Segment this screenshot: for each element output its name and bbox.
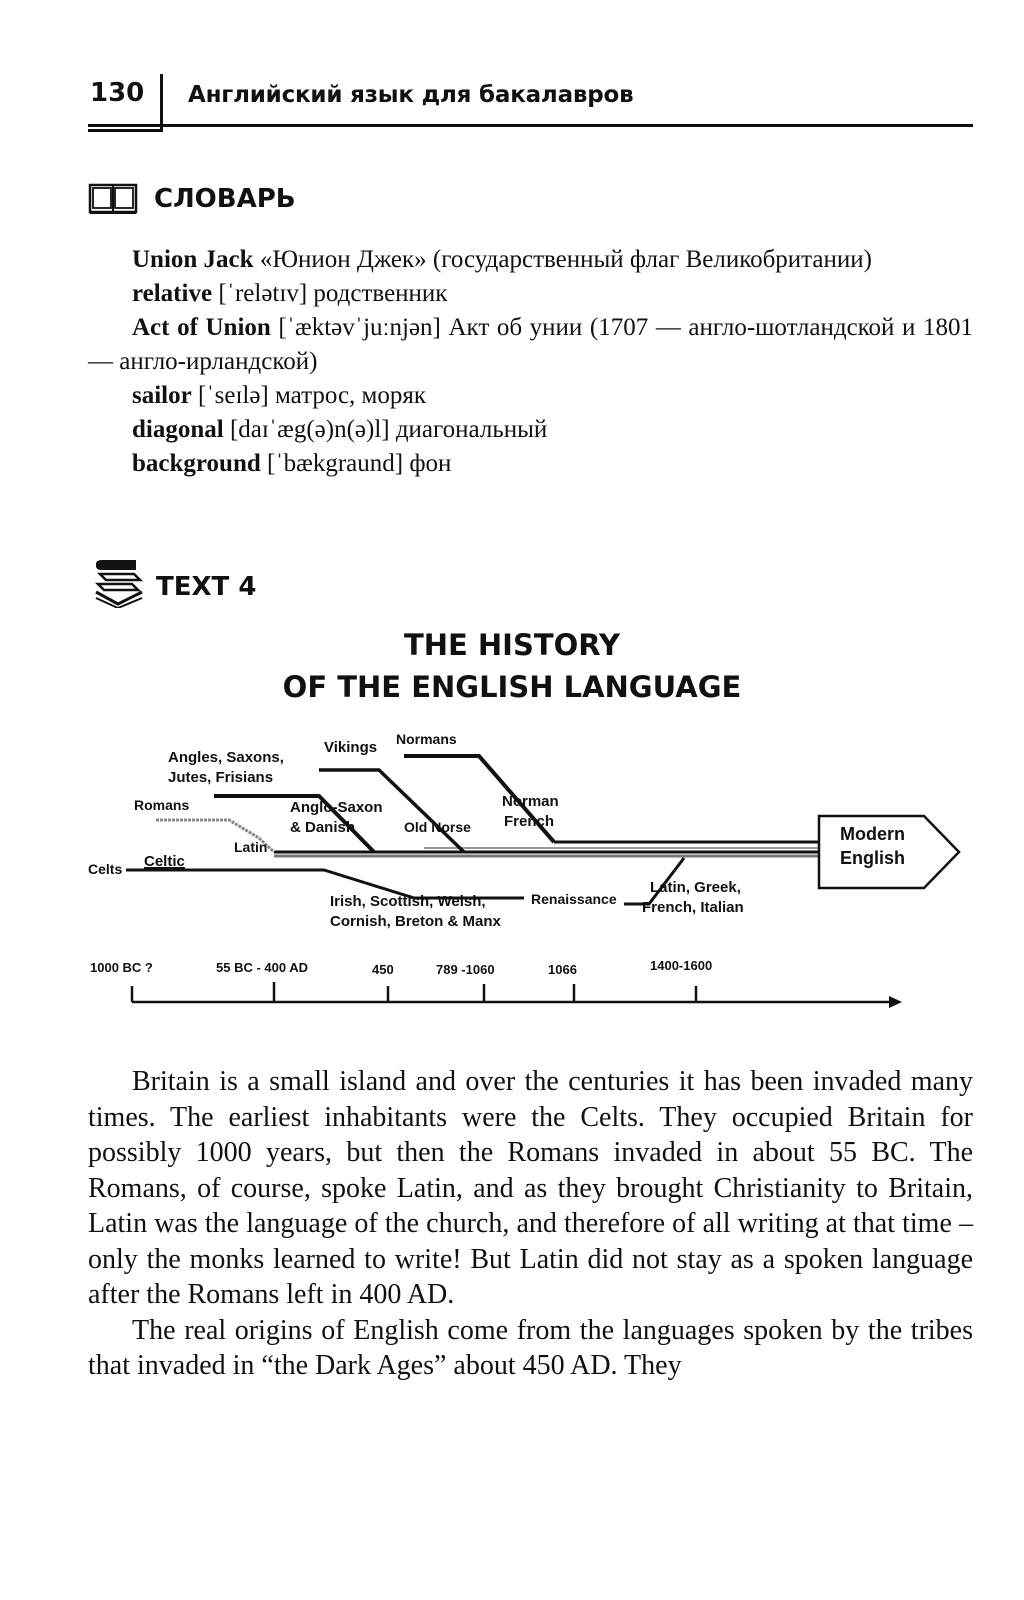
- paragraph: The real origins of English come from the languages spoken by the tribes that invaded in “the Dark Ages” about 450 AD. They: [88, 1314, 973, 1381]
- timeline-label: 55 BC - 400 AD: [216, 960, 308, 975]
- header-rule-accent: [88, 129, 161, 132]
- label-vikings: Vikings: [324, 739, 378, 756]
- timeline-label: 1000 BC ?: [90, 960, 153, 975]
- label-renaissance: Renaissance: [531, 891, 617, 907]
- label-french: French: [504, 813, 555, 830]
- timeline-label: 1400-1600: [650, 958, 713, 973]
- label-anglo-saxon: Anglo-Saxon: [290, 799, 383, 816]
- main-language-stream: [274, 842, 819, 856]
- running-title: Английский язык для бакалавров: [188, 82, 634, 108]
- vocabulary-heading-label: СЛОВАРЬ: [154, 184, 296, 214]
- text-heading: [92, 558, 392, 608]
- label-latin: Latin: [234, 839, 268, 855]
- vocab-entry: Union Jack «Юнион Джек» (государственный флаг Великобритании): [132, 246, 872, 273]
- label-angles: Angles, Saxons,: [168, 749, 284, 766]
- label-norman: Norman: [502, 793, 559, 810]
- article-title-line-2: OF THE ENGLISH LANGUAGE: [282, 670, 742, 704]
- timeline-label: 789 -1060: [436, 962, 495, 977]
- page-number: 130: [90, 78, 145, 108]
- label-old-norse: Old Norse: [404, 819, 471, 835]
- vocab-entry: relative [ˈrelətɪv] родственник: [132, 280, 448, 307]
- vocab-entry: background [ˈbækgraund] фон: [132, 450, 452, 477]
- vocab-entry: Act of Union [ˈæktəvˈjuːnjən] Акт об унии (1707 — англо-шотландской и 1801 — англо-ирландской): [88, 314, 973, 375]
- vocabulary-list: [88, 243, 973, 481]
- label-irish: Irish, Scottish, Welsh,: [330, 893, 486, 910]
- text-heading-label: TEXT 4: [156, 572, 257, 602]
- label-celts: Celts: [88, 861, 123, 877]
- label-modern: Modern: [840, 824, 905, 844]
- book-icon: [88, 182, 138, 216]
- article-body: [88, 1064, 973, 1384]
- vocab-entry: sailor [ˈseɪlə] матрос, моряк: [132, 382, 427, 409]
- label-cornish: Cornish, Breton & Manx: [330, 913, 501, 930]
- vocabulary-heading: [88, 182, 388, 222]
- label-latin-greek: Latin, Greek,: [650, 879, 741, 896]
- timeline-label: 450: [372, 962, 394, 977]
- books-stack-icon: [92, 558, 144, 608]
- label-english: English: [840, 848, 906, 868]
- label-french-italian: French, Italian: [642, 899, 744, 916]
- article-title-line-1: THE HISTORY: [403, 628, 621, 662]
- article-title: [0, 624, 1024, 708]
- language-history-diagram: [84, 728, 964, 1028]
- header-rule: [88, 124, 973, 127]
- label-normans: Normans: [396, 731, 457, 747]
- paragraph: Britain is a small island and over the centuries it has been invaded many times. The earliest inhabitants were the Celts. They occupied Britain for possibly 1000 years, but then the Romans invaded in about 55 BC. The Romans, of course, spoke Latin, and as they brought Christianity to Britain, Latin was the language of the church, and therefore of all writing at that time – only the monks learned to write! But Latin did not stay as a spoken language after the Romans left in 400 AD.: [88, 1066, 973, 1310]
- label-celtic: Celtic: [144, 853, 185, 870]
- label-romans: Romans: [134, 797, 190, 813]
- timeline: [90, 958, 902, 1008]
- timeline-label: 1066: [548, 962, 577, 977]
- vocab-entry: diagonal [daɪˈæg(ə)n(ə)l] диагональный: [132, 416, 548, 443]
- label-danish: & Danish: [290, 819, 356, 836]
- label-jutes: Jutes, Frisians: [168, 769, 274, 786]
